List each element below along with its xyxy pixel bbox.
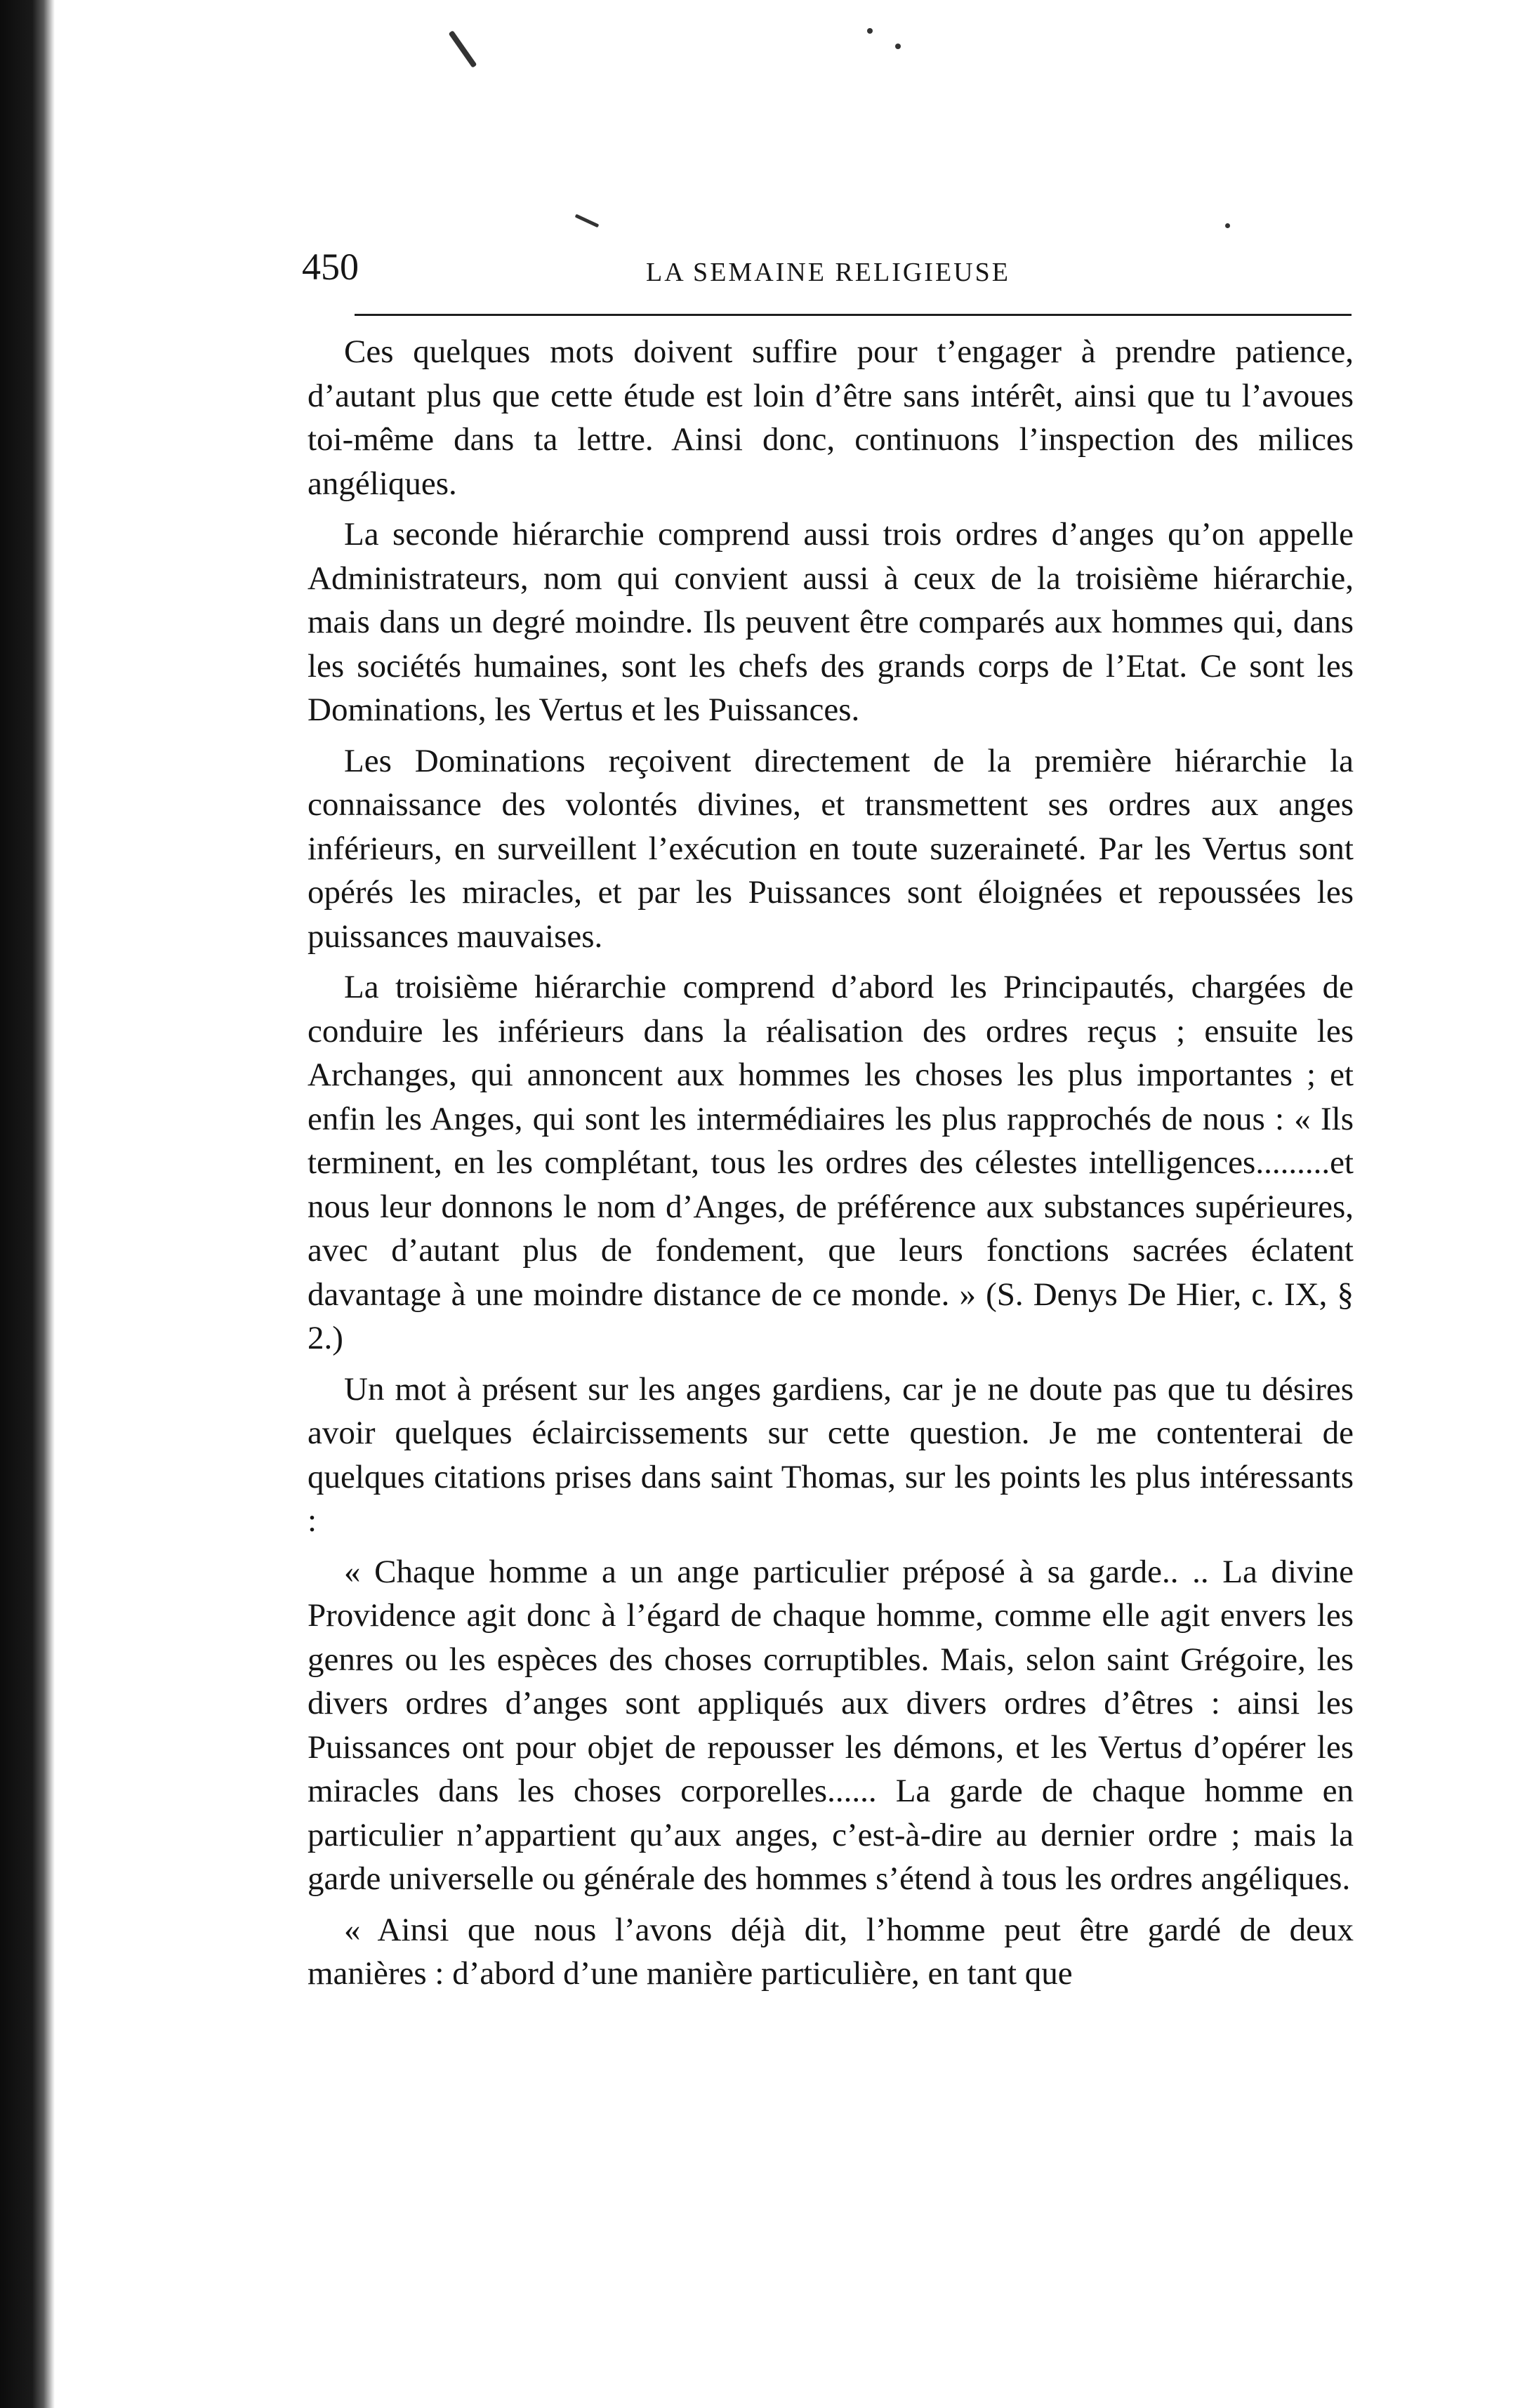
page-binding-edge — [0, 0, 55, 2408]
paragraph: La seconde hiérarchie comprend aussi trois ordres d’anges qu’on appelle Administrateurs, nom qui convient aussi à ceux de la troisième hiérarchie, mais dans un degré moindre. Ils peuvent être comparés aux hommes qui, dans les sociétés humaines, sont les chefs des grands corps de l’Etat. Ce sont les Dominations, les Vertus et les Puissances. — [308, 516, 1354, 728]
journal-title: LA SEMAINE RELIGIEUSE — [646, 258, 1010, 287]
scan-speck — [575, 214, 600, 228]
scan-speck — [895, 44, 901, 49]
paragraph: Ces quelques mots doivent suffire pour t’engager à prendre patience, d’autant plus que cette étude est loin d’être sans intérêt, ainsi que tu l’avoues toi-même dans ta lettre. Ainsi donc, continuons l’inspection des milices angéliques. — [308, 333, 1354, 502]
scan-speck — [867, 28, 873, 34]
running-head — [302, 239, 1348, 295]
header-rule — [355, 314, 1352, 316]
page-number: 450 — [302, 246, 359, 288]
paragraph: La troisième hiérarchie comprend d’abord les Principautés, chargées de conduire les inférieurs dans la réalisation des ordres reçus ; ensuite les Archanges, qui annoncent aux hommes les choses les plus importantes ; et enfin les Anges, qui sont les intermédiaires les plus rapprochés de nous : « Ils terminent, en les complétant, tous les ordres des célestes intelligences.........et nous leur donnons le nom d’Anges, de préférence aux substances supérieures, avec d’autant plus de fondement, que leurs fonctions sacrées éclatent davantage à une moindre distance de ce monde. » (S. Denys De Hier, c. IX, § 2.) — [308, 969, 1354, 1356]
body-text — [308, 330, 1354, 2003]
paragraph: « Chaque homme a un ange particulier préposé à sa garde.. .. La divine Providence agit donc à l’égard de chaque homme, comme elle agit envers les genres ou les espèces des choses corruptibles. Mais, selon saint Grégoire, les divers ordres d’anges sont appliqués aux divers ordres d’êtres : ainsi les Puissances ont pour objet de repousser les démons, et les Vertus d’opérer les miracles dans les choses corporelles...... La garde de chaque homme en particulier n’appartient qu’aux anges, c’est-à-dire au dernier ordre ; mais la garde universelle ou générale des hommes s’étend à tous les ordres angéliques. — [308, 1553, 1354, 1897]
scan-speck — [449, 30, 477, 68]
paragraph: Les Dominations reçoivent directement de la première hiérarchie la connaissance des volontés divines, et transmettent ses ordres aux anges inférieurs, en surveillent l’exécution en toute suzeraineté. Par les Vertus sont opérés les miracles, et par les Puissances sont éloignées et repoussées les puissances mauvaises. — [308, 742, 1354, 955]
paragraph: « Ainsi que nous l’avons déjà dit, l’homme peut être gardé de deux manières : d’abord d’une manière particulière, en tant que — [308, 1911, 1354, 1992]
scan-speck — [1225, 223, 1230, 228]
paragraph: Un mot à présent sur les anges gardiens, car je ne doute pas que tu désires avoir quelques éclaircissements sur cette question. Je me contenterai de quelques citations prises dans saint Thomas, sur les points les plus intéressants : — [308, 1370, 1354, 1539]
